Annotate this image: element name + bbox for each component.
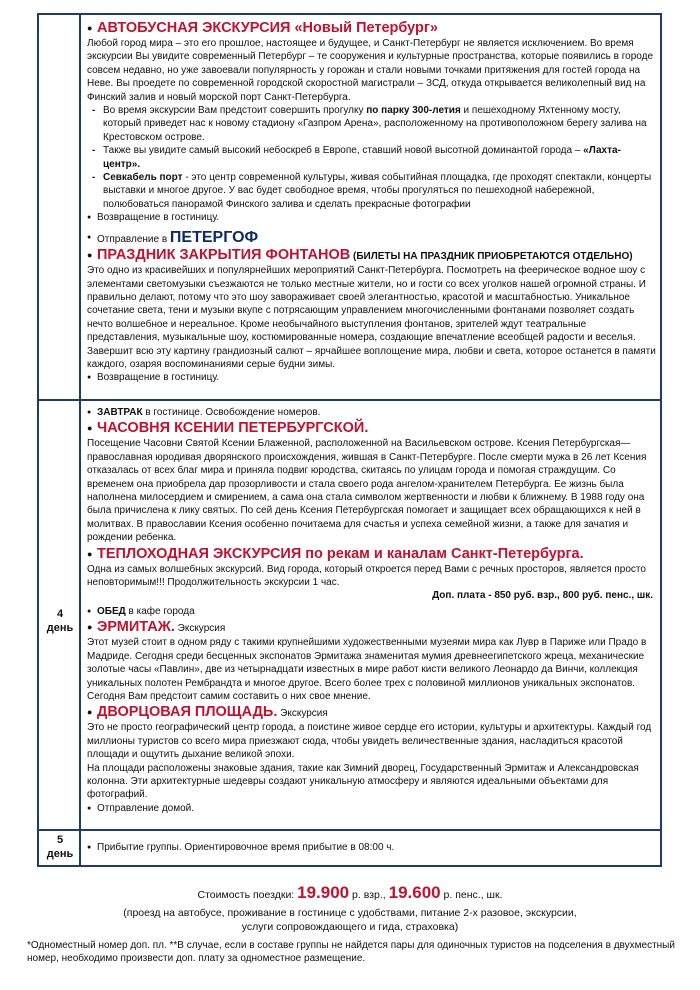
row-3-content <box>87 19 657 385</box>
breakfast-label: ЗАВТРАК <box>97 407 143 418</box>
departure-item <box>87 228 657 246</box>
chapel-text: Посещение Часовни Святой Ксении Блаженной, расположенной на Васильевском острове. Ксения Петербургская— православная юродивая дворянского происхождения, жившая в Санкт-Петербурге. После смерти мужа в 26 лет Ксения отказалась от всех благ мира и приняла подвиг юродства, скитаясь по улицам города и помогая страждущим. Со временем она приобрела дар прозорливости и стала своего рода ангелом-хранителем Петербурга. Ее жизнь была наполнена милосердием и смирением, а сама она стала символом жертвенности и любви к ближнему. В 1988 году она была причислена к лику святых. По сей день Ксения Петербургская помогает и защищает всех обращающихся к ней в молитвах. В православии Ксения особенно почитаема для счастья и успеха семейной жизни, а также для зачатия и рождении ребенка. <box>87 438 647 544</box>
fountain-note: (БИЛЕТЫ НА ПРАЗДНИК ПРИОБРЕТАЮТСЯ ОТДЕЛЬНО) <box>350 251 633 263</box>
lakhta-name: «Лахта-центр». <box>103 145 621 170</box>
boat-item <box>87 545 657 563</box>
hermitage-text: Этот музей стоит в одном ряду с такими крупнейшими художественными музеями мира как Лувр в Париже или Прадо в Мадриде. Сегодня среди бесценных экспонатов Эрмитажа знаменитая мумия древнеегипетского жреца, механические золотые часы «Павлин», две из четырнадцати известных в мире работ кисти великого Леонардо да Винчи, коллекция уникальных полотен Рембрандта и многое другое. Всего более трех с половиной миллионов уникальных экспонатов. Сегодня Вам предстоит самим составить о них свое мнение. <box>87 637 647 702</box>
price-pens-unit: р. пенс., шк. <box>440 889 503 901</box>
park-item <box>87 104 657 144</box>
price-adult: 19.900 <box>297 883 350 902</box>
day-5-label: 5 день <box>46 834 74 860</box>
price-pens: 19.600 <box>388 883 441 902</box>
row-divider <box>39 829 660 831</box>
departure-text: Отправление в <box>97 233 170 245</box>
return-hotel-item: ● Возвращение в гостиницу. <box>87 371 657 384</box>
park-text-rest: и пешеходному Яхтенному мосту, который приведет нас к новому стадиону «Газпром Арена», расположенному на противоположном берегу залива на Крестовском острове. <box>103 105 647 143</box>
hermitage-title: ЭРМИТАЖ. <box>97 619 175 636</box>
day-5-content <box>87 841 657 854</box>
sevkabel-text: - это центр современной культуры, живая событийная площадка, где проходят спектакли, концерты выставки и многое другое. У вас будет свободное время, чтобы прогуляться по пешеходной набережной, полюбоваться панорамой Финского залива и сделать прекрасные фотографии <box>103 172 652 210</box>
square-text-2: На площади расположены знаковые здания, такие как Зимний дворец, Государственный Эрмитаж и Александровская колонна. Эти архитектурные шедевры создают уникальную атмосферу и являются идеальными объектами для фотографий. <box>87 762 639 801</box>
bus-tour-title: АВТОБУСНАЯ ЭКСКУРСИЯ «Новый Петербург» <box>97 20 438 36</box>
sevkabel-name: Севкабель порт <box>103 172 183 184</box>
chapel-item <box>87 419 657 437</box>
boat-title: ТЕПЛОХОДНАЯ ЭКСКУРСИЯ по рекам и каналам Санкт-Петербурга. <box>97 545 584 562</box>
price-prefix: Стоимость поездки: <box>197 889 298 901</box>
bus-tour-text: Любой город мира – это его прошлое, настоящее и будущее, и Санкт-Петербург не является исключением. Во время экскурсии Вы увидите современный Петербург – те сооружения и культурные пространства, которые появились в городе совсем недавно, но уже завоевали популярность у горожан и стали новыми точками притяжения для гостей города на Неве. Вы проедете по современной городской скоростной магистрали – ЗСД, откуда открывается великолепный вид на Финский залив и новый морской порт Санкт-Петербурга. <box>87 38 654 103</box>
lunch-item <box>87 605 657 618</box>
square-title: ДВОРЦОВАЯ ПЛОЩАДЬ. <box>97 704 278 721</box>
day-column <box>39 15 81 865</box>
lunch-label: ОБЕД <box>97 605 126 617</box>
price-line <box>0 883 700 903</box>
day-4-label: 4 день <box>46 608 74 634</box>
footnote: *Одноместный номер доп. пл. **В случае, если в составе группы не найдется пары для одиночных туристов на подселения в двухместный номер, необходимо произвести доп. плату за одноместное размещение. <box>27 940 675 964</box>
boat-price: Доп. плата - 850 руб. взр., 800 руб. пенс., шк. <box>432 590 653 602</box>
square-item <box>87 703 657 721</box>
price-includes: (проезд на автобусе, проживание в гостинице с удобствами, питание 2-х разовое, экскурсии, услуги сопровождающего и гида, страховка) <box>123 907 577 933</box>
park-text: Во время экскурсии Вам предстоит совершить прогулку <box>103 105 367 117</box>
bus-tour-item <box>87 19 657 37</box>
depart-home-item: ● Отправление домой. <box>87 802 657 815</box>
hermitage-item <box>87 618 657 636</box>
chapel-title: ЧАСОВНЯ КСЕНИИ ПЕТЕРБУРГСКОЙ <box>97 420 365 437</box>
fountain-title: ПРАЗДНИК ЗАКРЫТИЯ ФОНТАНОВ <box>97 247 351 264</box>
breakfast-text: в гостинице. Освобождение номеров. <box>142 407 321 418</box>
sevkabel-item <box>87 171 657 211</box>
fountain-text: Это одно из красивейших и популярнейших мероприятий Санкт-Петербурга. Посмотреть на феерическое водное шоу с элементами светомузыки съезжаются не только местные жители, но и гости со всех уголков нашей огромной страны. И правильно делают, потому что это шоу завораживает своей элегантностью, красотой и масштабностью. Уникальное сочетание света, тени и музыки вкупе с потрясающим управлением многочисленными фонтанами позволяет создать нечто волшебное и нереальное. Кроме необычайного выступления фонтанов, зрителей ждут театральные представления, музыкальные шоу, костюмированные номера, создающие впечатление всеобщей радости и веселья. Завершит всю эту картину грандиозный салют – ярчайшее воплощение мира, любви и света, которое останется в памяти каждого, озаряя воспоминаниями серые будни зимы. <box>87 265 656 370</box>
price-adult-unit: р. взр., <box>349 889 389 901</box>
hermitage-sub: Экскурсия <box>174 623 226 635</box>
peterhof-title: ПЕТЕРГОФ <box>169 228 259 246</box>
lunch-text: в кафе города <box>125 605 195 617</box>
arrival-item: ● Прибытие группы. Ориентировочное время прибытие в 08:00 ч. <box>87 841 657 854</box>
lakhta-text: Также вы увидите самый высокий небоскреб в Европе, ставший новой высотной доминантой города – <box>103 145 584 157</box>
day-4-content <box>87 406 657 815</box>
square-text: Это не просто географический центр города, а поистине живое сердце его истории, культуры и архитектуры. Каждый год миллионы туристов со всего мира приезжают сюда, чтобы увидеть величественные здания, насладиться красотой площади и ощутить дыхание великой эпохи. <box>87 722 652 761</box>
fountain-item <box>87 246 657 264</box>
square-sub: Экскурсия <box>277 708 328 720</box>
breakfast-item <box>87 406 657 419</box>
return-hotel-item: ● Возвращение в гостиницу. <box>87 211 657 224</box>
row-divider <box>39 399 660 401</box>
chapel-dot: . <box>364 420 369 437</box>
program-table <box>37 13 662 867</box>
boat-text: Одна из самых волшебных экскурсий. Вид города, который откроется перед Вами с речных просторов, является просто неповторимым!!! Продолжительность экскурсии 1 час. <box>87 563 646 589</box>
lakhta-item <box>87 144 657 171</box>
park-name: по парку 300-летия <box>366 105 461 117</box>
